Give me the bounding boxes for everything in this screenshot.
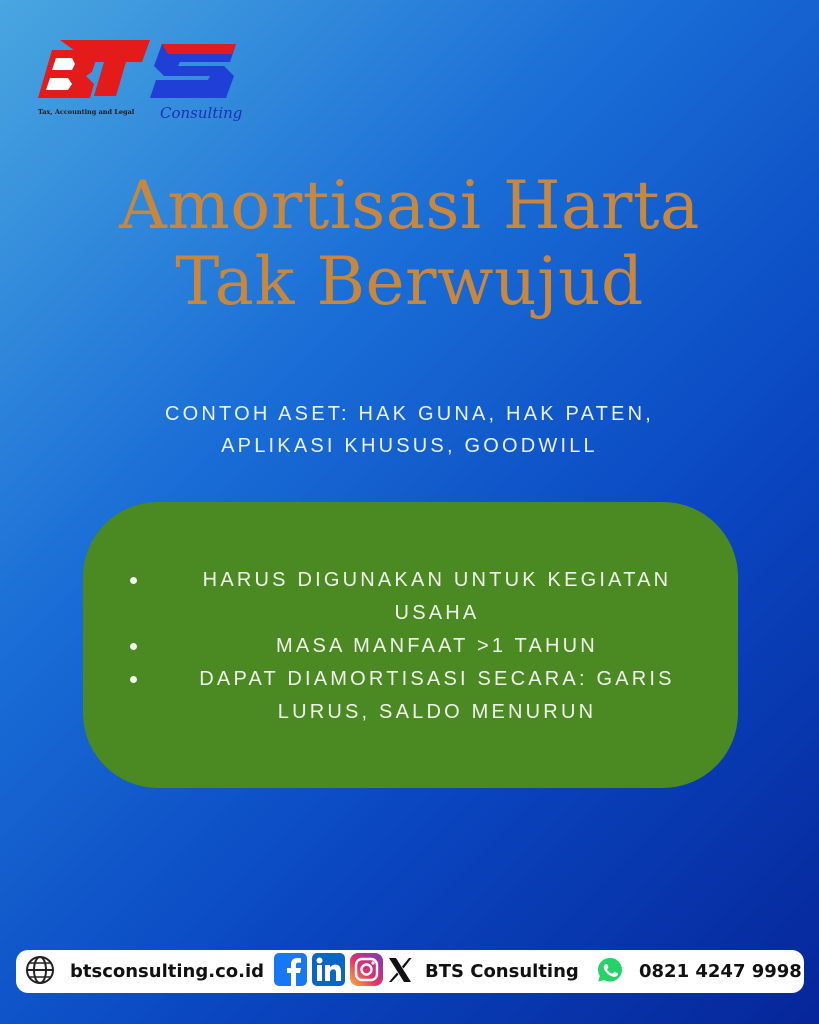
- website-text: btsconsulting.co.id: [70, 961, 264, 982]
- bts-logo: [38, 36, 243, 128]
- bullet-dot-icon: [130, 643, 137, 650]
- footer-bar: [16, 950, 804, 993]
- bullet-text-line: MASA MANFAAT >1 TAHUN: [276, 635, 598, 657]
- bullet-dot-icon: [130, 676, 137, 683]
- website-link[interactable]: [24, 950, 264, 993]
- bullet-text-line: USAHA: [394, 602, 480, 624]
- linkedin-link[interactable]: [312, 950, 345, 993]
- bullet-list: [118, 564, 718, 729]
- x-icon: [388, 957, 412, 987]
- phone-link[interactable]: [639, 950, 802, 993]
- whatsapp-link[interactable]: [596, 950, 624, 993]
- bullet-text-line: HARUS DIGUNAKAN UNTUK KEGIATAN: [202, 569, 672, 591]
- bullet-text-line: DAPAT DIAMORTISASI SECARA: GARIS: [199, 668, 675, 690]
- logo-script-text: Consulting: [160, 104, 243, 122]
- whatsapp-icon: [596, 956, 624, 988]
- list-item: [118, 663, 718, 729]
- bullet-text-line: LURUS, SALDO MENURUN: [277, 701, 597, 723]
- linkedin-icon: [312, 953, 345, 990]
- page-title: [0, 168, 819, 320]
- social-name-link[interactable]: [425, 950, 579, 993]
- title-line-1: Amortisasi Harta: [119, 167, 700, 244]
- logo-bt-mark: [38, 40, 150, 98]
- phone-text: 0821 4247 9998: [639, 961, 802, 982]
- logo-s-mark: [150, 44, 236, 98]
- subtitle-line-1: CONTOH ASET: HAK GUNA, HAK PATEN,: [164, 403, 654, 425]
- x-link[interactable]: [388, 950, 412, 993]
- subtitle: [0, 398, 819, 462]
- instagram-link[interactable]: [350, 950, 383, 993]
- list-item: [118, 630, 718, 663]
- globe-icon: [24, 954, 56, 990]
- facebook-icon: [274, 953, 307, 990]
- subtitle-line-2: APLIKASI KHUSUS, GOODWILL: [221, 435, 598, 457]
- list-item: [118, 564, 718, 630]
- logo-tagline: Tax, Accounting and Legal: [38, 108, 135, 116]
- facebook-link[interactable]: [274, 950, 307, 993]
- bullet-dot-icon: [130, 577, 137, 584]
- instagram-icon: [350, 953, 383, 990]
- social-name-text: BTS Consulting: [425, 961, 579, 982]
- title-line-2: Tak Berwujud: [175, 243, 644, 320]
